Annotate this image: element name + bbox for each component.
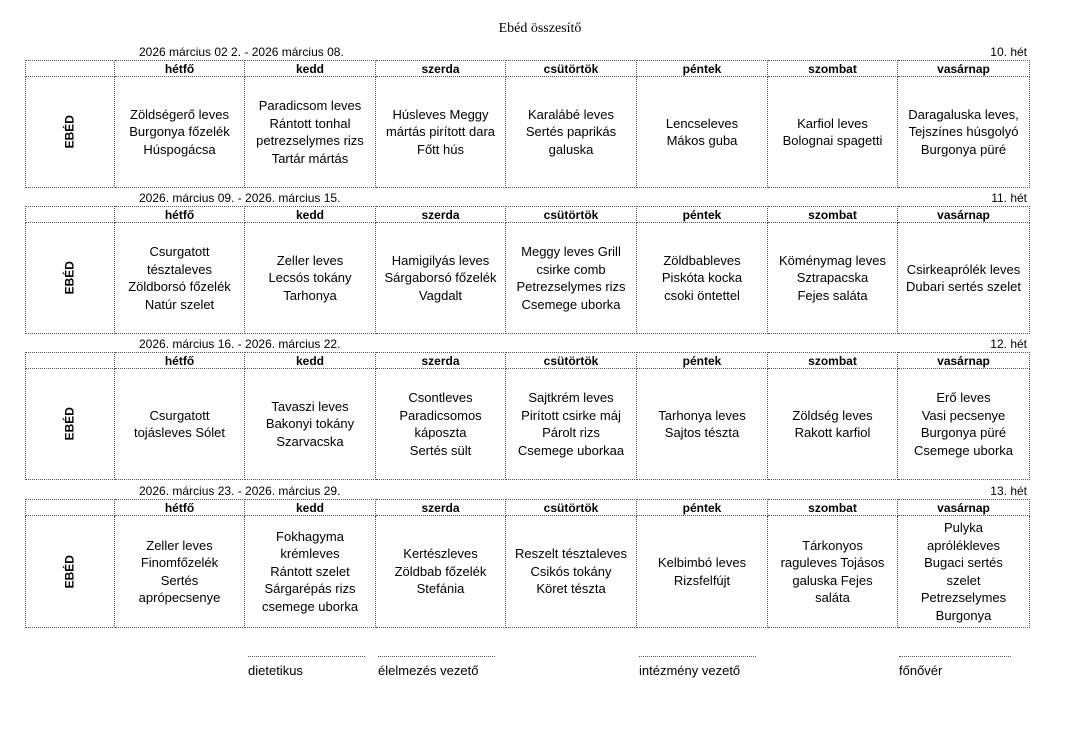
day-header-row — [26, 353, 1030, 369]
day-header: hétfő — [115, 353, 245, 369]
day-header: kedd — [245, 61, 376, 77]
signature-dietetikus — [248, 656, 365, 678]
day-header: szerda — [376, 207, 506, 223]
menu-table — [25, 499, 1030, 628]
signature-intezmeny-vezeto — [639, 656, 756, 678]
day-header: csütörtök — [506, 353, 637, 369]
menu-cell: Tarhonya leves Sajtos tészta — [637, 369, 768, 480]
week-number: 10. hét — [990, 45, 1027, 59]
menu-cell: Erő leves Vasi pecsenye Burgonya püré Csemege uborka — [898, 369, 1030, 480]
menu-cell: Zeller leves Finomfőzelék Sertés aprópecsenye — [115, 516, 245, 628]
day-header: szombat — [768, 500, 898, 516]
day-header: szerda — [376, 61, 506, 77]
signature-elelmezes-vezeto — [378, 656, 495, 678]
menu-cell: Lencseleves Mákos guba — [637, 77, 768, 188]
menu-table — [25, 206, 1030, 334]
day-header: hétfő — [115, 500, 245, 516]
corner-cell — [26, 500, 115, 516]
day-header: csütörtök — [506, 500, 637, 516]
menu-cell: Zöldségerő leves Burgonya főzelék Húspogácsa — [115, 77, 245, 188]
menu-cell: Tavaszi leves Bakonyi tokány Szarvacska — [245, 369, 376, 480]
day-header: hétfő — [115, 61, 245, 77]
menu-cell: Reszelt tésztaleves Csikós tokány Köret tészta — [506, 516, 637, 628]
day-header: vasárnap — [898, 61, 1030, 77]
day-header: péntek — [637, 61, 768, 77]
signature-fonover — [899, 656, 1011, 678]
day-header-row — [26, 500, 1030, 516]
week-date-range: 2026. március 23. - 2026. március 29. — [139, 484, 341, 498]
week-header — [25, 191, 1029, 206]
menu-table — [25, 60, 1030, 188]
meal-label: EBÉD — [62, 554, 77, 589]
menu-cell: Karalábé leves Sertés paprikás galuska — [506, 77, 637, 188]
day-header: péntek — [637, 353, 768, 369]
day-header: péntek — [637, 500, 768, 516]
day-header: szombat — [768, 207, 898, 223]
signature-label: főnővér — [899, 663, 943, 678]
corner-cell — [26, 61, 115, 77]
meal-label: EBÉD — [62, 407, 77, 441]
menu-cell: Csurgatott tésztaleves Zöldborsó főzelék Natúr szelet — [115, 223, 245, 334]
menu-cell: Zeller leves Lecsós tokány Tarhonya — [245, 223, 376, 334]
meal-label: EBÉD — [62, 261, 77, 295]
signature-label: dietetikus — [248, 663, 303, 678]
signature-line — [639, 656, 756, 657]
day-header: kedd — [245, 353, 376, 369]
signature-line — [248, 656, 365, 657]
menu-cell: Kelbimbó leves Rizsfelfújt — [637, 516, 768, 628]
day-header: vasárnap — [898, 353, 1030, 369]
signature-line — [378, 656, 495, 657]
week-block — [25, 337, 1029, 480]
day-header-row — [26, 207, 1030, 223]
week-block — [25, 484, 1029, 628]
menu-cell: Hamigilyás leves Sárgaborsó főzelék Vagdalt — [376, 223, 506, 334]
week-date-range: 2026. március 09. - 2026. március 15. — [139, 191, 341, 205]
menu-cell: Tárkonyos raguleves Tojásos galuska Fejes saláta — [768, 516, 898, 628]
day-header: hétfő — [115, 207, 245, 223]
day-header: kedd — [245, 500, 376, 516]
signature-label: intézmény vezető — [639, 663, 741, 678]
menu-cell: Zöldbableves Piskóta kocka csoki öntettel — [637, 223, 768, 334]
day-header: kedd — [245, 207, 376, 223]
week-header — [25, 484, 1029, 499]
day-header: csütörtök — [506, 61, 637, 77]
meal-label-cell — [26, 77, 115, 188]
menu-cell: Sajtkrém leves Pirított csirke máj Párolt rizs Csemege uborkaa — [506, 369, 637, 480]
menu-cell: Csontleves Paradicsomos káposzta Sertés sült — [376, 369, 506, 480]
menu-cell: Meggy leves Grill csirke comb Petrezselymes rizs Csemege uborka — [506, 223, 637, 334]
menu-cell: Csurgatott tojásleves Sólet — [115, 369, 245, 480]
lunch-row — [26, 516, 1030, 628]
menu-cell: Zöldség leves Rakott karfiol — [768, 369, 898, 480]
meal-label-cell — [26, 516, 115, 628]
menu-table — [25, 352, 1030, 480]
day-header: szerda — [376, 500, 506, 516]
week-block — [25, 191, 1029, 334]
menu-cell: Köménymag leves Sztrapacska Fejes saláta — [768, 223, 898, 334]
lunch-row — [26, 77, 1030, 188]
week-date-range: 2026 március 02 2. - 2026 március 08. — [139, 45, 344, 59]
day-header: csütörtök — [506, 207, 637, 223]
day-header: vasárnap — [898, 207, 1030, 223]
meal-label-cell — [26, 369, 115, 480]
day-header-row — [26, 61, 1030, 77]
corner-cell — [26, 207, 115, 223]
menu-cell: Fokhagyma krémleves Rántott szelet Sárgarépás rizs csemege uborka — [245, 516, 376, 628]
day-header: péntek — [637, 207, 768, 223]
menu-cell: Csirkeaprólék leves Dubari sertés szelet — [898, 223, 1030, 334]
menu-cell: Pulyka aprólékleves Bugaci sertés szelet Petrezselymes Burgonya — [898, 516, 1030, 628]
week-number: 12. hét — [990, 337, 1027, 351]
signature-label: élelmezés vezető — [378, 663, 479, 678]
menu-cell: Kertészleves Zöldbab főzelék Stefánia — [376, 516, 506, 628]
lunch-row — [26, 369, 1030, 480]
day-header: szerda — [376, 353, 506, 369]
day-header: vasárnap — [898, 500, 1030, 516]
menu-cell: Paradicsom leves Rántott tonhal petrezselymes rizs Tartár mártás — [245, 77, 376, 188]
meal-label: EBÉD — [62, 115, 77, 149]
corner-cell — [26, 353, 115, 369]
menu-cell: Karfiol leves Bolognai spagetti — [768, 77, 898, 188]
week-header — [25, 45, 1029, 60]
lunch-row — [26, 223, 1030, 334]
week-header — [25, 337, 1029, 352]
week-date-range: 2026. március 16. - 2026. március 22. — [139, 337, 341, 351]
page-title: Ebéd összesítő — [498, 21, 582, 36]
week-number: 13. hét — [990, 484, 1027, 498]
week-block — [25, 45, 1029, 188]
week-number: 11. hét — [991, 191, 1027, 205]
day-header: szombat — [768, 61, 898, 77]
day-header: szombat — [768, 353, 898, 369]
menu-cell: Daragaluska leves, Tejszínes húsgolyó Burgonya püré — [898, 77, 1030, 188]
menu-cell: Húsleves Meggy mártás pirított dara Főtt hús — [376, 77, 506, 188]
signature-line — [899, 656, 1011, 657]
meal-label-cell — [26, 223, 115, 334]
